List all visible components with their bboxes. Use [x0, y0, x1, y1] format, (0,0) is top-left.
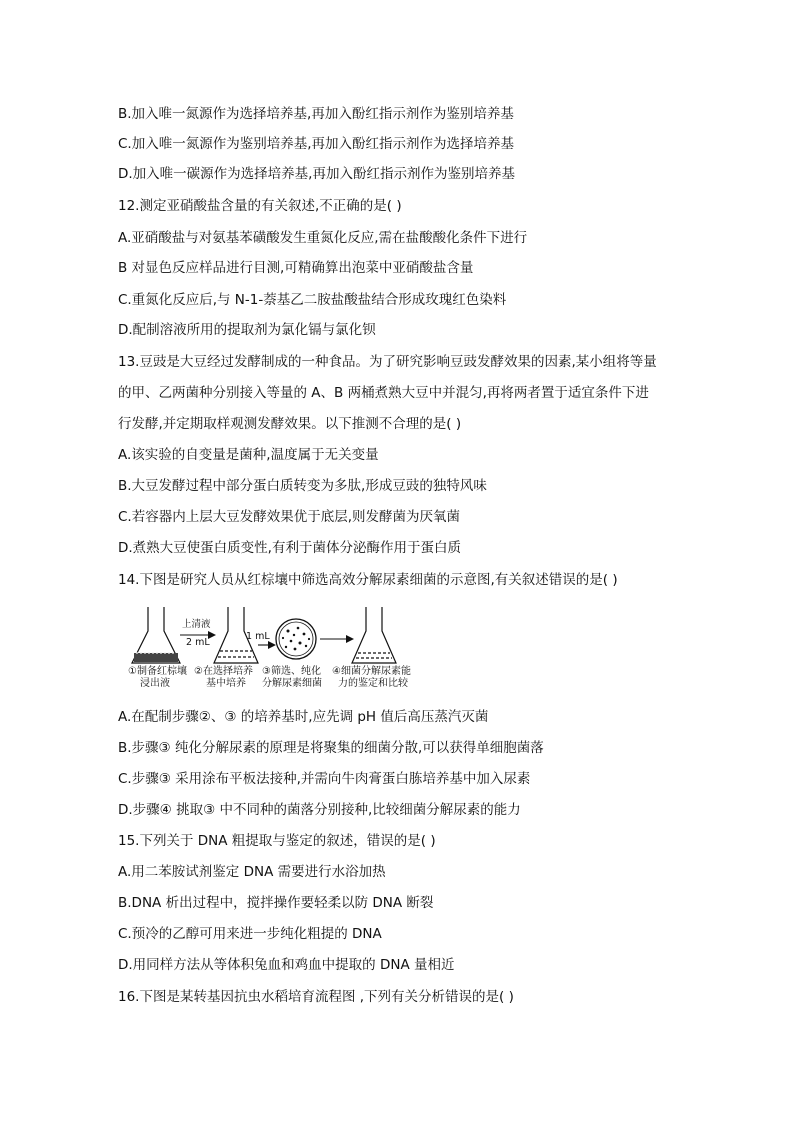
option-15b: B.DNA 析出过程中，搅拌操作要轻柔以防 DNA 断裂: [118, 895, 434, 911]
arrow-2-icon: [258, 641, 276, 649]
arrow-3-icon: [320, 635, 354, 643]
step-3-label-line1: ③筛选、纯化: [262, 666, 321, 677]
option-11d: D.加入唯一碳源作为选择培养基,再加入酚红指示剂作为鉴别培养基: [118, 166, 515, 182]
option-14b: B.步骤③ 纯化分解尿素的原理是将聚集的细菌分散,可以获得单细胞菌落: [118, 740, 544, 756]
step-1-label-line2: 浸出液: [140, 678, 170, 689]
step-2-label: [194, 666, 253, 690]
arrow-1-label-top: 上清液: [182, 619, 211, 630]
flask-4-icon: [352, 607, 396, 663]
question-15: 15.下列关于 DNA 粗提取与鉴定的叙述，错误的是( ): [118, 833, 436, 849]
step-2-label-line2: 基中培养: [206, 678, 246, 689]
step-3-label: [262, 666, 322, 690]
step-1-label-line1: ①制备红棕壤: [128, 666, 187, 677]
option-15a: A.用二苯胺试剂鉴定 DNA 需要进行水浴加热: [118, 864, 386, 880]
step-3-label-line2: 分解尿素细菌: [262, 678, 322, 689]
question-16: 16.下图是某转基因抗虫水稻培育流程图 ,下列有关分析错误的是( ): [118, 989, 514, 1005]
question-12: 12.测定亚硝酸盐含量的有关叙述,不正确的是( ): [118, 198, 402, 214]
question-14: 14.下图是研究人员从红棕壤中筛选高效分解尿素细菌的示意图,有关叙述错误的是( ): [118, 572, 618, 588]
arrow-1-label-bottom: 2 mL: [186, 637, 210, 648]
option-13d: D.煮熟大豆使蛋白质变性,有利于菌体分泌酶作用于蛋白质: [118, 540, 461, 556]
flask-1-icon: [132, 607, 180, 663]
option-11c: C.加入唯一氮源作为鉴别培养基,再加入酚红指示剂作为选择培养基: [118, 136, 515, 152]
option-14a: A.在配制步骤②、③ 的培养基时,应先调 pH 值后高压蒸汽灭菌: [118, 709, 489, 725]
option-12c: C.重氮化反应后,与 N-1-萘基乙二胺盐酸盐结合形成玫瑰红色染料: [118, 292, 507, 308]
question-13-line3: 行发酵,并定期取样观测发酵效果。以下推测不合理的是( ): [118, 416, 462, 432]
option-13c: C.若容器内上层大豆发酵效果优于底层,则发酵菌为厌氧菌: [118, 509, 461, 525]
step-4-label: [332, 666, 411, 690]
experiment-diagram: [128, 601, 440, 693]
option-15d: D.用同样方法从等体积兔血和鸡血中提取的 DNA 量相近: [118, 957, 455, 973]
step-1-label: [128, 666, 187, 690]
question-13-line2: 的甲、乙两菌种分别接入等量的 A、B 两桶煮熟大豆中并混匀,再将两者置于适宜条件下进: [118, 385, 649, 401]
option-11b: B.加入唯一氮源作为选择培养基,再加入酚红指示剂作为鉴别培养基: [118, 106, 514, 122]
option-12a: A.亚硝酸盐与对氨基苯磺酸发生重氮化反应,需在盐酸酸化条件下进行: [118, 230, 528, 246]
option-15c: C.预冷的乙醇可用来进一步纯化粗提的 DNA: [118, 926, 382, 942]
question-13-line1: 13.豆豉是大豆经过发酵制成的一种食品。为了研究影响豆豉发酵效果的因素,某小组将等量: [118, 354, 657, 370]
petri-dish-icon: [276, 619, 316, 659]
option-14c: C.步骤③ 采用涂布平板法接种,并需向牛肉膏蛋白胨培养基中加入尿素: [118, 771, 531, 787]
option-12d: D.配制溶液所用的提取剂为氯化镉与氯化钡: [118, 322, 376, 338]
option-13b: B.大豆发酵过程中部分蛋白质转变为多肽,形成豆豉的独特风味: [118, 478, 487, 494]
option-13a: A.该实验的自变量是菌种,温度属于无关变量: [118, 447, 379, 463]
step-2-label-line1: ②在选择培养: [194, 666, 253, 677]
option-12b: B 对显色反应样品进行目测,可精确算出泡菜中亚硝酸盐含量: [118, 260, 474, 276]
option-14d: D.步骤④ 挑取③ 中不同种的菌落分别接种,比较细菌分解尿素的能力: [118, 802, 521, 818]
step-4-label-line2: 力的鉴定和比较: [338, 678, 408, 689]
arrow-2-label-top: 1 mL: [246, 631, 270, 642]
step-4-label-line1: ④细菌分解尿素能: [332, 666, 411, 677]
